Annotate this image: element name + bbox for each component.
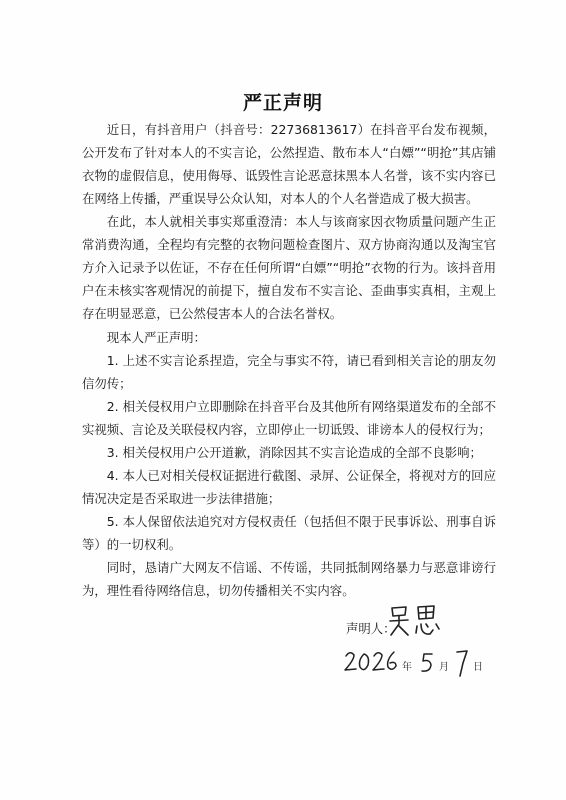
declaration-list-4: [82, 464, 496, 510]
declaration-list: [82, 349, 496, 395]
body-section-closing: [82, 556, 496, 602]
body-section-1: [82, 118, 496, 210]
paragraph-clarification: 在此，本人就相关事实郑重澄清：本人与该商家因衣物质量问题产生正常消费沟通，全程均有完整的衣物问题检查图片、双方协商沟通以及淘宝官方介入记录予以佐证，不存在任何所谓“白嫖”“明抢”衣物的行为。该抖音用户在未核实客观情况的前提下，擅自发布不实言论、歪曲事实真相，主观上存在明显恶意，已公然侵害本人的合法名誉权。: [82, 214, 496, 321]
paragraph-intro: 近日，有抖音用户（抖音号：22736813617）在抖音平台发布视频，公开发布了针对本人的不实言论，公然捏造、散布本人“白嫖”“明抢”其店铺衣物的虚假信息，使用侮辱、诋毁性言论恶意抹黑本人名誉，该不实内容已在网络上传播，严重误导公众认知，对本人的个人名誉造成了极大损害。: [82, 122, 496, 206]
svg-text:年: 年: [402, 662, 412, 673]
declaration-list-2: [82, 395, 496, 441]
declaration-list-3: [82, 441, 496, 464]
list-item: 3. 相关侵权用户公开道歉，消除因其不实言论造成的全部不良影响；: [106, 445, 482, 460]
body-section-2: [82, 210, 496, 325]
list-item: 5. 本人保留依法追究对方侵权责任（包括但不限于民事诉讼、刑事自诉等）的一切权利。: [82, 514, 496, 552]
body-section-3: [82, 326, 496, 349]
list-item: 2. 相关侵权用户立即删除在抖音平台及其他所有网络渠道发布的全部不实视频、言论及关联侵权内容，立即停止一切诋毁、诽谤本人的侵权行为；: [82, 399, 496, 437]
handwritten-date: [340, 646, 490, 682]
list-item: 4. 本人已对相关侵权证据进行截图、录屏、公证保全，将视对方的回应情况决定是否采取进一步法律措施；: [82, 468, 496, 506]
signature-label: 声明人：: [346, 621, 396, 636]
paragraph-declaration: 现本人严正声明：: [106, 330, 206, 345]
declaration-list-5: [82, 510, 496, 556]
svg-text:日: 日: [473, 662, 483, 673]
list-item: 1. 上述不实言论系捏造，完全与事实不符，请已看到相关言论的朋友勿信勿传；: [82, 353, 496, 391]
svg-text:月: 月: [439, 662, 449, 673]
document-title: 严正声明: [242, 92, 323, 114]
handwritten-signature: [386, 602, 446, 638]
paragraph-closing: 同时，恳请广大网友不信谣、不传谣，共同抵制网络暴力与恶意诽谤行为，理性看待网络信息，切勿传播相关不实内容。: [82, 560, 496, 598]
